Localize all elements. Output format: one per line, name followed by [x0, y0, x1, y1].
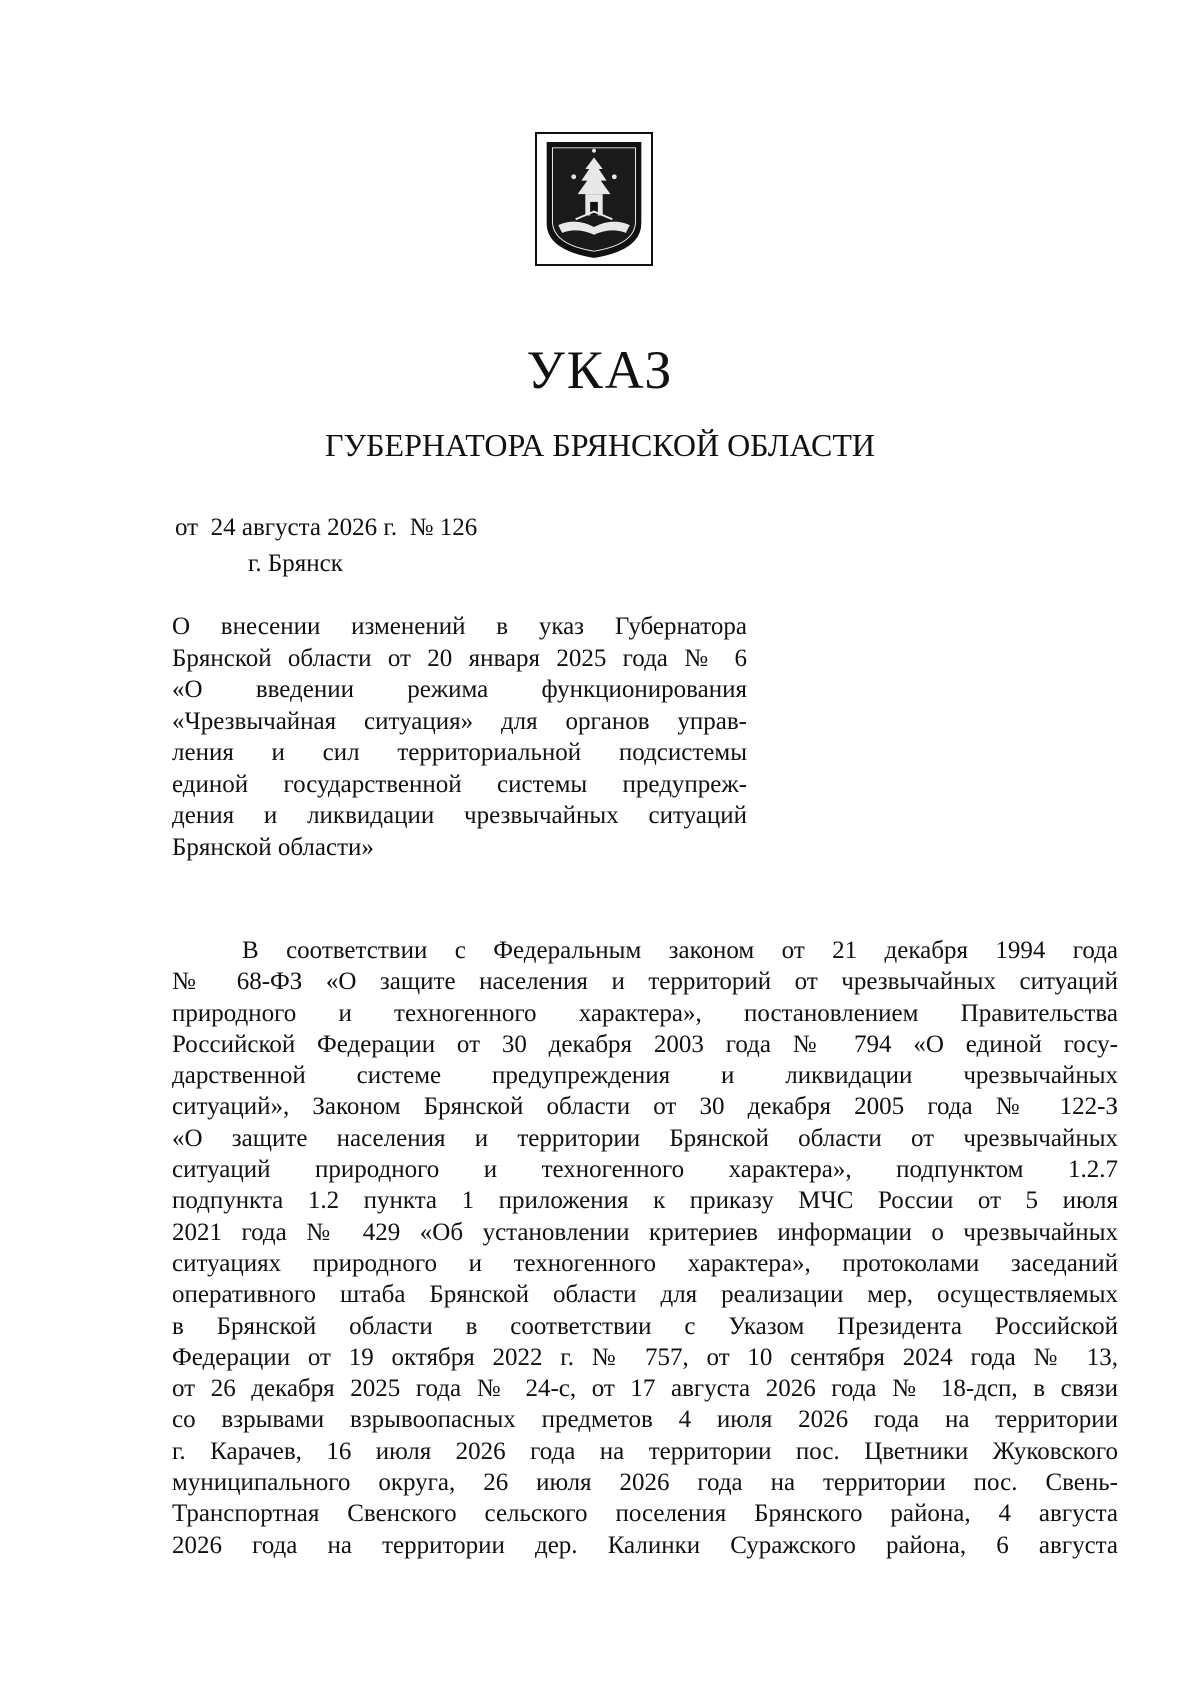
body-line: № 68-ФЗ «О защите населения и территорий от чрезвычайных ситуаций [172, 968, 1118, 996]
subject-line: Брянской области от 20 января 2025 года № 6 [172, 644, 747, 672]
decree-date-number: от 24 августа 2026 г. № 126 [175, 514, 478, 541]
body-line: муниципального округа, 26 июля 2026 года на территории пос. Свень- [172, 1469, 1118, 1497]
body-line: дарственной системе предупреждения и ликвидации чрезвычайных [172, 1062, 1118, 1090]
subject-line: Брянской области» [172, 833, 374, 861]
body-line: природного и техногенного характера», постановлением Правительства [172, 999, 1118, 1027]
document-title: УКАЗ [526, 340, 674, 400]
body-line: 2021 года № 429 «Об установлении критериев информации о чрезвычайных [172, 1218, 1118, 1246]
body-line: от 26 декабря 2025 года № 24-с, от 17 августа 2026 года № 18-дсп, в связи [172, 1375, 1118, 1403]
subject-line: ления и сил территориальной подсистемы [172, 739, 747, 766]
body-line: Российской Федерации от 30 декабря 2003 года № 794 «О единой госу- [172, 1030, 1118, 1058]
body-line: в Брянской области в соответствии с Указом Президента Российской [172, 1312, 1118, 1340]
body-line: Транспортная Свенского сельского поселения Брянского района, 4 августа [172, 1500, 1118, 1528]
subject-line: дения и ликвидации чрезвычайных ситуаций [172, 802, 747, 829]
subject-line: единой государственной системы предупреж- [172, 770, 747, 798]
body-line: Федерации от 19 октября 2022 г. № 757, от 10 сентября 2024 года № 13, [172, 1343, 1118, 1371]
subject-line: «Чрезвычайная ситуация» для органов управ- [172, 707, 747, 735]
subject-line: «О введении режима функционирования [172, 676, 747, 703]
document-subtitle: ГУБЕРНАТОРА БРЯНСКОЙ ОБЛАСТИ [325, 427, 875, 463]
body-line: «О защите населения и территории Брянской области от чрезвычайных [172, 1124, 1118, 1152]
body-line: г. Карачев, 16 июля 2026 года на территории пос. Цветники Жуковского [172, 1437, 1118, 1465]
body-line: ситуаций», Законом Брянской области от 30 декабря 2005 года № 122-З [172, 1093, 1118, 1121]
body-line: со взрывами взрывоопасных предметов 4 июля 2026 года на территории [172, 1406, 1118, 1434]
body-line: В соответствии с Федеральным законом от 21 декабря 1994 года [242, 937, 1118, 964]
decree-city: г. Брянск [248, 550, 343, 577]
subject-line: О внесении изменений в указ Губернатора [172, 613, 747, 640]
decree-body [172, 935, 1118, 1561]
coat-of-arms-icon [537, 134, 651, 264]
body-line: 2026 года на территории дер. Калинки Суражского района, 6 августа [172, 1531, 1118, 1559]
body-line: ситуаций природного и техногенного характера», подпунктом 1.2.7 [172, 1156, 1118, 1184]
decree-subject [172, 611, 747, 863]
body-line: оперативного штаба Брянской области для реализации мер, осуществляемых [172, 1281, 1118, 1309]
body-line: подпункта 1.2 пункта 1 приложения к приказу МЧС России от 5 июля [172, 1187, 1118, 1215]
body-line: ситуациях природного и техногенного характера», протоколами заседаний [172, 1249, 1118, 1277]
coat-of-arms-emblem [535, 132, 653, 266]
